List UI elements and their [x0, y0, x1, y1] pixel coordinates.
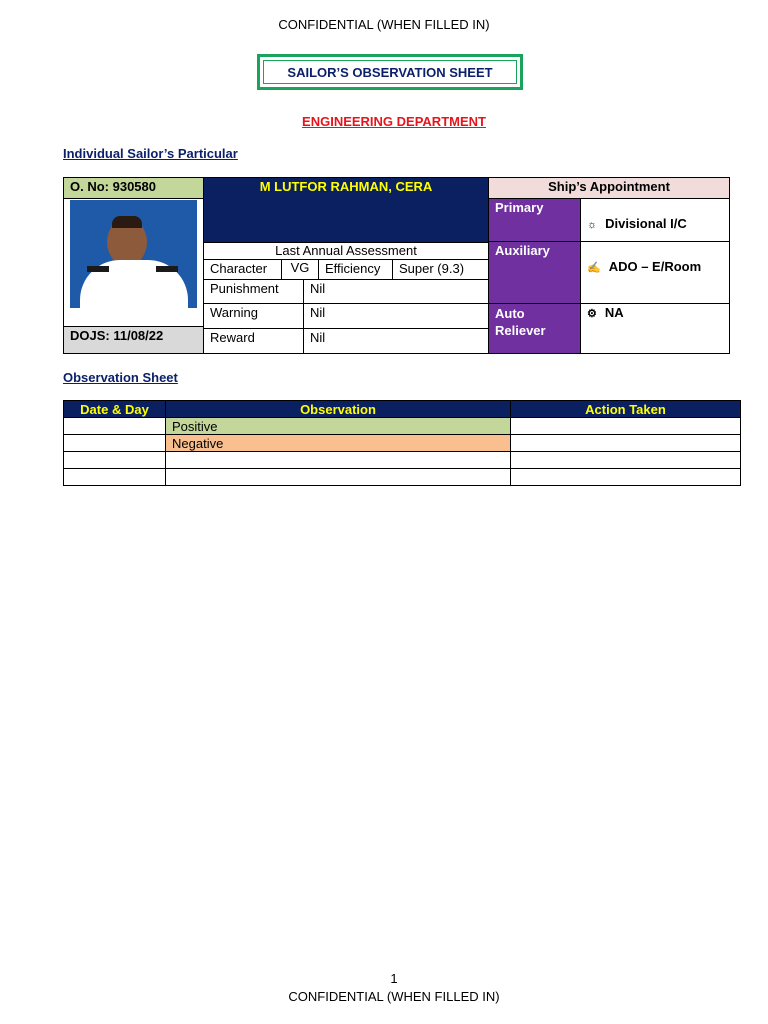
cell-date[interactable] [64, 435, 166, 452]
cell-action[interactable] [511, 452, 741, 469]
record-value-reward: Nil [303, 328, 489, 354]
cell-date[interactable] [64, 469, 166, 486]
record-label-reward: Reward [203, 328, 304, 354]
cell-observation-negative[interactable]: Negative [166, 435, 511, 452]
table-row [64, 418, 741, 435]
official-number: O. No: 930580 [63, 177, 204, 199]
column-header-date: Date & Day [64, 401, 166, 418]
column-header-action: Action Taken [511, 401, 741, 418]
record-label-punishment: Punishment [203, 279, 304, 304]
appointment-value-primary: ☼ Divisional I/C [580, 198, 730, 242]
sheet-title: SAILOR’S OBSERVATION SHEET [263, 60, 517, 84]
sailor-name: M LUTFOR RAHMAN, CERA [259, 179, 433, 194]
confidential-header: CONFIDENTIAL (WHEN FILLED IN) [278, 17, 490, 32]
name-cell [203, 177, 489, 243]
sailor-photo [70, 200, 197, 308]
dojs: DOJS: 11/08/22 [63, 326, 204, 354]
character-label: Character [203, 259, 282, 280]
cell-observation[interactable] [166, 452, 511, 469]
table-row [64, 469, 741, 486]
cell-action[interactable] [511, 418, 741, 435]
page-number: 1 [390, 971, 398, 986]
cell-action[interactable] [511, 469, 741, 486]
table-row [64, 452, 741, 469]
column-header-observation: Observation [166, 401, 511, 418]
cell-action[interactable] [511, 435, 741, 452]
cell-observation-positive[interactable]: Positive [166, 418, 511, 435]
cell-date[interactable] [64, 452, 166, 469]
photo-cell [63, 198, 204, 327]
appointment-label-auxiliary: Auxiliary [488, 241, 581, 304]
efficiency-label: Efficiency [318, 259, 393, 280]
record-value-punishment: Nil [303, 279, 489, 304]
observation-table [63, 400, 741, 486]
appointment-heading: Ship’s Appointment [488, 177, 730, 199]
record-value-warning: Nil [303, 303, 489, 329]
record-label-warning: Warning [203, 303, 304, 329]
particulars-heading: Individual Sailor’s Particular [63, 146, 238, 161]
appointment-value-auxiliary: ✍ ADO – E/Room [580, 241, 730, 304]
table-header-row [64, 401, 741, 418]
character-value: VG [281, 259, 319, 280]
title-box [257, 54, 523, 90]
efficiency-value: Super (9.3) [392, 259, 489, 280]
cell-date[interactable] [64, 418, 166, 435]
table-row [64, 435, 741, 452]
department-title: ENGINEERING DEPARTMENT [302, 114, 486, 129]
observation-heading: Observation Sheet [63, 370, 178, 385]
appointment-value-auto-reliever: ⚙ NA [580, 303, 730, 354]
assessment-title: Last Annual Assessment [203, 242, 489, 260]
appointment-label-primary: Primary [488, 198, 581, 242]
cell-observation[interactable] [166, 469, 511, 486]
gear-icon: ⚙ [587, 308, 597, 320]
confidential-footer: CONFIDENTIAL (WHEN FILLED IN) [288, 989, 500, 1004]
appointment-label-auto-reliever: Auto Reliever [488, 303, 581, 354]
sun-icon: ☼ [587, 219, 598, 231]
pen-icon: ✍ [587, 262, 601, 274]
